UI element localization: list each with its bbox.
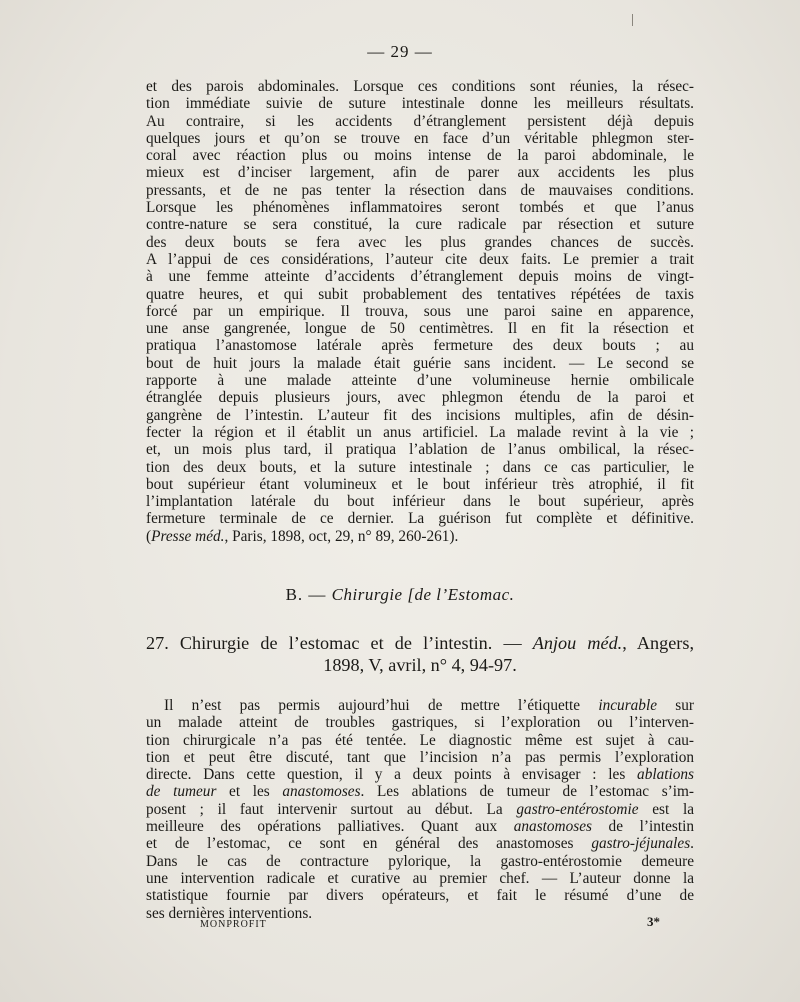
italic-term: de tumeur	[146, 783, 217, 801]
p2-line-5	[146, 766, 694, 783]
p1-line: et des parois abdominales. Lorsque ces conditions sont réunies, la résec-	[146, 78, 694, 95]
text-run: Il n’est pas permis aujourd’hui de mettre l’étiquette	[164, 697, 599, 714]
p1-line: A l’appui de ces considérations, l’auteur cite deux faits. Le premier a trait	[146, 250, 694, 268]
p1-line: fermeture terminale de ce dernier. La guérison fut complète et définitive.	[146, 510, 694, 528]
italic-term: anastomoses	[282, 783, 361, 801]
p2-line-2: un malade atteint de troubles gastriques, si l’exploration ou l’interven-	[146, 714, 694, 732]
citation-journal: Presse méd.	[151, 527, 225, 545]
entry-journal: Anjou méd.	[532, 633, 623, 653]
p2-line-13: ses dernières interventions.	[146, 904, 313, 922]
page-number: — 29 —	[367, 42, 433, 61]
p1-line: tion des deux bouts, et la suture intestinale ; dans ce cas particulier, le	[146, 458, 694, 476]
text-run: de l’intestin	[591, 818, 694, 836]
p1-line: coral avec réaction plus ou moins intense de la paroi abdominale, le	[146, 147, 694, 165]
p2-line-8	[146, 818, 694, 835]
text-run: et de l’estomac, ce sont en général des anastomoses	[146, 835, 592, 853]
text-run: sur	[657, 697, 694, 714]
paragraph-2	[146, 697, 694, 922]
text-run: posent ; il faut intervenir surtout au début. La	[146, 800, 517, 818]
p1-line: contre-nature se sera constitué, la cure radicale par résection et suture	[146, 216, 694, 234]
entry-place: , Angers,	[622, 633, 694, 653]
p1-line: étranglée depuis plusieurs jours, avec phlegmon étendu de la paroi et	[146, 389, 694, 407]
italic-term: ablations	[637, 766, 694, 784]
entry-heading-line-1	[146, 632, 694, 654]
text-run: meilleure des opérations palliatives. Quant aux	[146, 818, 514, 836]
p2-line-1	[146, 697, 694, 714]
p1-line: Au contraire, si les accidents d’étranglement persistent déjà depuis	[146, 112, 694, 130]
p1-line: tion immédiate suivie de suture intestinale donne les meilleurs résultats.	[146, 95, 694, 113]
p1-line: gangrène de l’intestin. L’auteur fit des incisions multiples, afin de désin-	[146, 406, 694, 424]
entry-heading	[146, 632, 694, 676]
citation-details: , Paris, 1898, oct, 29, n° 89, 260-261).	[224, 527, 459, 545]
text-run: directe. Dans cette question, il y a deux points à envisager : les	[146, 766, 638, 784]
margin-mark	[632, 14, 633, 26]
p1-line: bout supérieur étant volumineux et le bout inférieur très atrophié, il fit	[146, 475, 694, 493]
text-run: et les	[216, 783, 283, 801]
p2-line-3: tion chirurgicale n’a pas été tentée. Le diagnostic même est sujet à cau-	[146, 731, 694, 749]
p2-line-10: Dans le cas de contracture pylorique, la gastro-entérostomie demeure	[146, 852, 694, 870]
p2-line-7	[146, 801, 694, 818]
text-run: est la	[638, 800, 694, 818]
entry-details: 1898, V, avril, n° 4, 94-97.	[323, 655, 517, 675]
text-run: . Les ablations de tumeur de l’estomac s’im-	[360, 783, 694, 801]
p2-line-9	[146, 835, 694, 852]
p1-line: forcé par un empirique. Il trouva, sous une paroi saine en apparence,	[146, 302, 694, 320]
p1-line: quatre heures, et qui subit probablement des tentatives répétées de taxis	[146, 285, 694, 303]
footer-author: MONPROFIT	[200, 919, 267, 930]
p1-line: pratiqua l’anastomose latérale après fermeture des deux bouts ; au	[146, 337, 694, 355]
p2-line-12: statistique fournie par divers opérateurs, et fait le résumé d’une de	[146, 887, 694, 905]
p2-line-11: une intervention radicale et curative au premier chef. — L’auteur donne la	[146, 869, 694, 887]
italic-term: gastro-entérostomie	[516, 800, 639, 818]
italic-term: anastomoses	[513, 818, 592, 836]
p1-line: fecter la région et il établit un anus artificiel. La malade revint à la vie ;	[146, 423, 694, 441]
text-run: (	[146, 527, 152, 545]
p1-line: à une femme atteinte d’accidents d’étranglement depuis moins de vingt-	[146, 268, 694, 286]
p1-line: mieux est d’inciser largement, afin de parer aux accidents les plus	[146, 164, 694, 182]
section-title: Chirurgie [de l’Estomac.	[331, 585, 515, 604]
p1-line: une anse gangrenée, longue de 50 centimètres. Il en fit la résection et	[146, 320, 694, 338]
p1-line: des deux bouts se fera avec les plus grandes chances de succès.	[146, 233, 694, 251]
section-heading	[0, 585, 800, 605]
p2-line-4: tion et peut être discuté, tant que l’incision n’a pas permis l’exploration	[146, 748, 694, 766]
p1-line: et, un mois plus tard, il pratiqua l’ablation de l’anus ombilical, la résec-	[146, 441, 694, 459]
paragraph-1	[146, 78, 694, 545]
citation-line	[146, 528, 694, 545]
p2-line-6	[146, 783, 694, 800]
text-run: .	[690, 835, 694, 853]
footer-signature-mark: 3*	[647, 914, 660, 929]
p1-line: Lorsque les phénomènes inflammatoires seront tombés et que l’anus	[146, 199, 694, 217]
section-letter: B. —	[285, 585, 327, 604]
italic-term: gastro-jéjunales	[591, 835, 691, 853]
entry-number-title: 27. Chirurgie de l’estomac et de l’intestin. —	[146, 633, 522, 653]
p1-line: rapporte à une malade atteinte d’une volumineuse hernie ombilicale	[146, 372, 694, 390]
p1-line: bout de huit jours la malade était guérie sans incident. — Le second se	[146, 354, 694, 372]
p1-line: pressants, et de ne pas tenter la résection dans de mauvaises conditions.	[146, 181, 694, 199]
p1-line: quelques jours et qu’on se trouve en face d’un véritable phlegmon ster-	[146, 129, 694, 147]
italic-term: incurable	[598, 697, 657, 714]
p1-line: l’implantation latérale du bout inférieur dans le bout supérieur, après	[146, 493, 694, 511]
